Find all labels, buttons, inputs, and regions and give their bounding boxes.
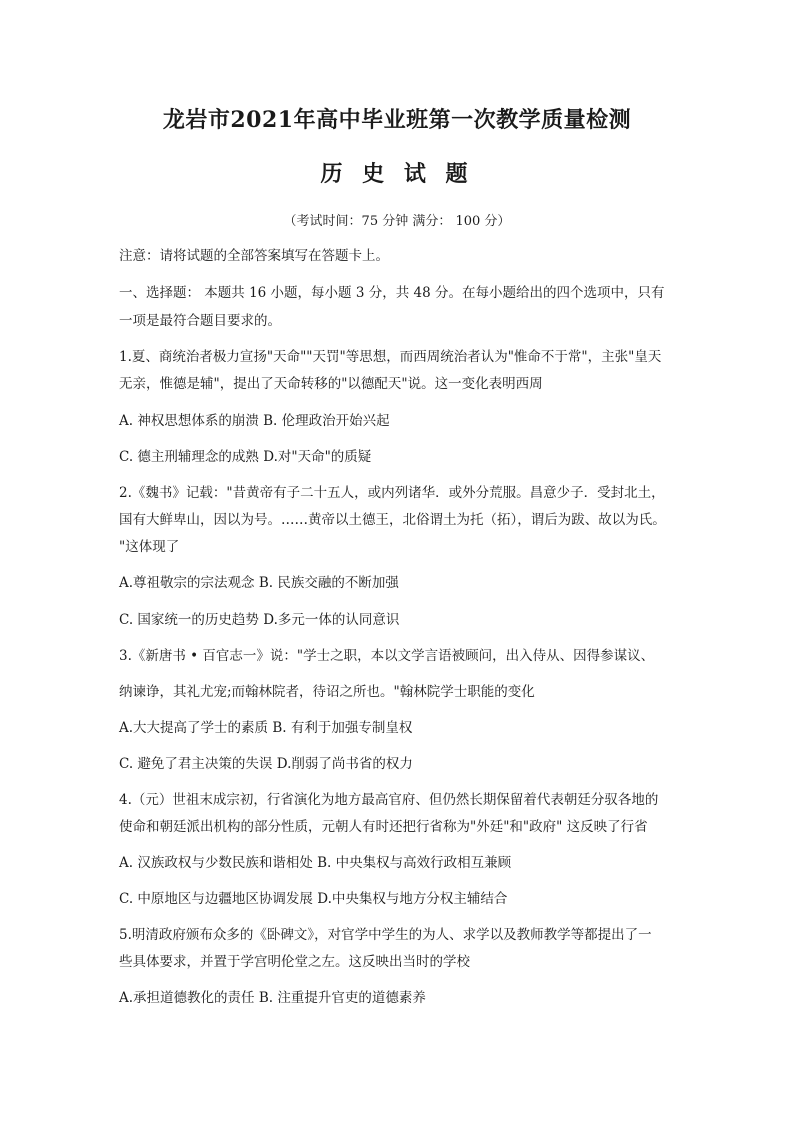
question-3-stem: 纳谏诤，其礼尤宠;而翰林院者，待诏之所也。"翰林院学士职能的变化	[119, 684, 535, 700]
notice-text: 注意：请将试题的全部答案填写在答题卡上。	[119, 248, 389, 264]
question-4-option: C. 中原地区与边疆地区协调发展 D.中央集权与地方分权主辅结合	[119, 891, 508, 907]
question-1-option: C. 德主刑辅理念的成熟 D.对"天命"的质疑	[119, 449, 372, 465]
exam-info: （考试时间：75 分钟 满分： 100 分）	[283, 214, 511, 229]
question-4-stem: 4.（元）世祖末成宗初，行省演化为地方最高官府、但仍然长期保留着代表朝廷分驭各地的	[119, 792, 659, 808]
exam-title: 龙岩市2021年高中毕业班第一次教学质量检测	[162, 107, 632, 133]
question-2-option: C. 国家统一的历史趋势 D.多元一体的认同意识	[119, 612, 400, 628]
question-2-option: A.尊祖敬宗的宗法观念 B. 民族交融的不断加强	[119, 575, 399, 591]
question-5-option: A.承担道德教化的责任 B. 注重提升官吏的道德素养	[119, 990, 426, 1006]
section-intro-line: 一、选择题： 本题共 16 小题，每小题 3 分，共 48 分。在每小题给出的四个选项中，只有	[119, 285, 665, 301]
question-1-stem: 1.夏、商统治者极力宣扬"天命""天罚"等思想，而西周统治者认为"惟命不于常"，主张"皇天	[119, 349, 662, 365]
question-4-option: A. 汉族政权与少数民族和谐相处 B. 中央集权与高效行政相互兼顾	[119, 855, 512, 871]
question-3-option: A.大大提高了学士的素质 B. 有利于加强专制皇权	[119, 720, 413, 736]
question-2-stem: "这体现了	[119, 539, 180, 555]
section-intro-line: 一项是最符合题目要求的。	[119, 313, 281, 329]
question-1-option: A. 神权思想体系的崩溃 B. 伦理政治开始兴起	[119, 413, 390, 429]
question-5-stem: 5.明清政府颁布众多的《卧碑文》，对官学中学生的为人、求学以及教师教学等都提出了一	[119, 927, 652, 943]
question-3-option: C. 避免了君主决策的失误 D.削弱了尚书省的权力	[119, 756, 413, 772]
exam-subtitle: 历 史 试 题	[320, 161, 474, 187]
question-4-stem: 使命和朝廷派出机构的部分性质，元朝人有时还把行省称为"外廷"和"政府" 这反映了行省	[119, 819, 648, 835]
question-2-stem: 国有大鲜卑山，因以为号。……黄帝以土德王，北俗谓土为托（拓），谓后为跋、故以为氏。	[119, 512, 666, 528]
question-5-stem: 些具体要求，并置于学宫明伦堂之左。这反映出当时的学校	[119, 954, 470, 970]
question-3-stem: 3.《新唐书 • 百官志一》说："学士之职，本以文学言语被顾问，出入侍从、因得参谋议、	[119, 648, 655, 664]
question-1-stem: 无亲，惟德是辅"，提出了天命转移的"以德配天"说。这一变化表明西周	[119, 376, 543, 392]
question-2-stem: 2.《魏书》记载："昔黄帝有子二十五人，或内列诸华．或外分荒服。昌意少子．受封北土，	[119, 485, 665, 501]
